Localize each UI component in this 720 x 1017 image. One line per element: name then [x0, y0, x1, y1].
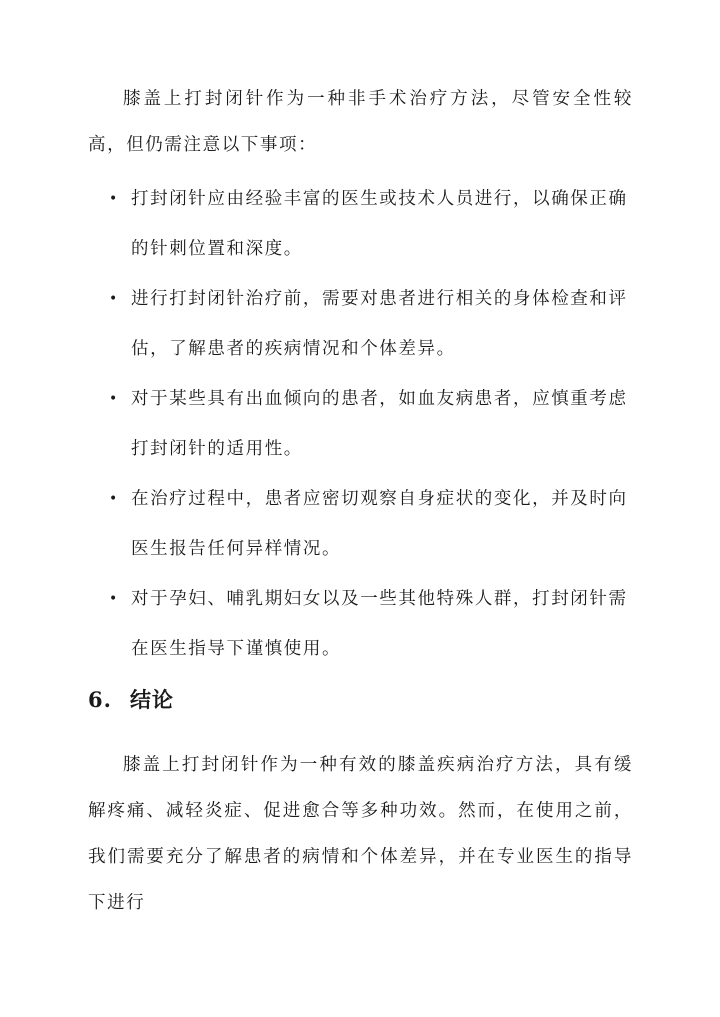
- section-heading: [88, 680, 174, 720]
- list-item: [88, 374, 633, 474]
- bullet-marker: •: [109, 491, 119, 507]
- list-item-text: 对于某些具有出血倾向的患者，如血友病患者，应慎重考虑打封闭针的适用性。: [131, 389, 628, 459]
- list-item-text: 打封闭针应由经验丰富的医生或技术人员进行，以确保正确的针刺位置和深度。: [131, 189, 628, 259]
- list-item: [88, 574, 633, 674]
- list-item: [88, 174, 633, 274]
- intro-paragraph: 膝盖上打封闭针作为一种非手术治疗方法，尽管安全性较高，但仍需注意以下事项：: [88, 89, 633, 155]
- bullet-marker: •: [109, 391, 119, 407]
- list-item: [88, 274, 633, 374]
- list-item: [88, 474, 633, 574]
- conclusion-paragraph: 膝盖上打封闭针作为一种有效的膝盖疾病治疗方法，具有缓解疼痛、减轻炎症、促进愈合等多种功效。然而，在使用之前，我们需要充分了解患者的病情和个体差异，并在专业医生的指导下进行: [88, 755, 633, 913]
- list-item-text: 对于孕妇、哺乳期妇女以及一些其他特殊人群，打封闭针需在医生指导下谨慎使用。: [131, 589, 628, 659]
- list-item-text: 在治疗过程中，患者应密切观察自身症状的变化，并及时向医生报告任何异样情况。: [131, 489, 628, 559]
- bullet-marker: •: [109, 291, 119, 307]
- section-title: 结论: [129, 687, 174, 712]
- precautions-list: [88, 174, 633, 674]
- bullet-marker: •: [109, 191, 119, 207]
- list-item-text: 进行打封闭针治疗前，需要对患者进行相关的身体检查和评估，了解患者的疾病情况和个体差异。: [131, 289, 628, 359]
- section-number: 6.: [88, 687, 112, 712]
- bullet-marker: •: [109, 591, 119, 607]
